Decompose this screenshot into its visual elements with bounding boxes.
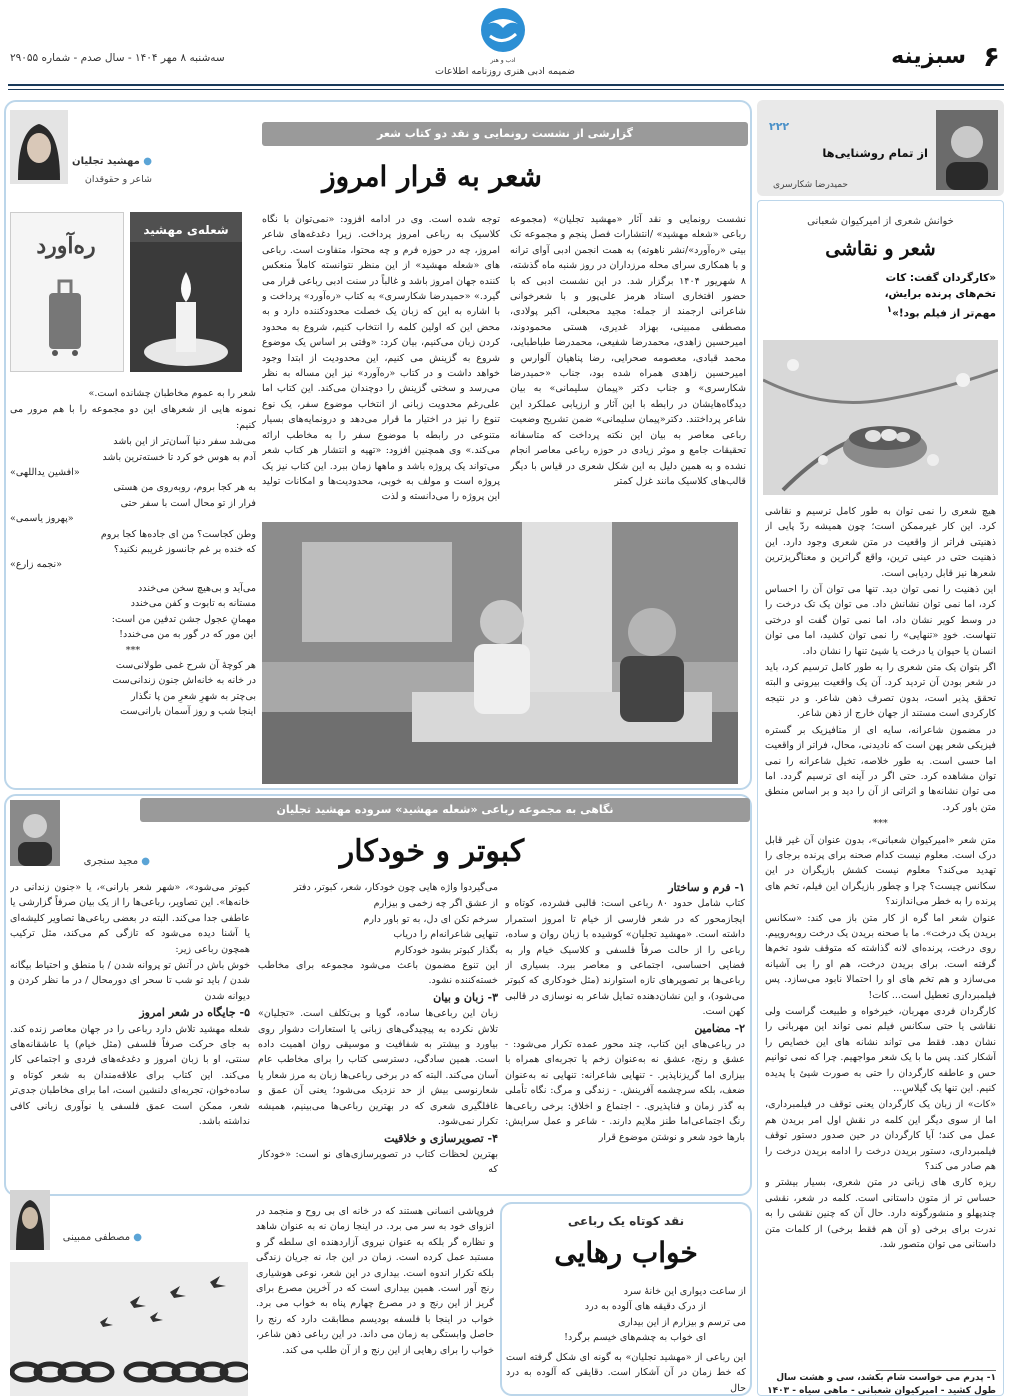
article1-col-right: نشست رونمایی و نقد آثار «مهشید تجلیان» (مجموعه رباعی «شعله مهشید» /انتشارات فصل پنجم و مجموعه تک بیتی «ره‌آورد»/نشر ناهوته) به همت انجمن ادبی آوای ترانه و با همکاری سرای محله مرزداران در روز شنبه ماه گذشته، ۸ شهریور ۱۴۰۴ برگزار شد. در این نشست ادبی که با حضور افتخاری استاد هرمز علی‌پور و با شعرخوانی شاعرانی ارجمند از جمله: مجید محبعلی، اکبر پولادی، مصطفی ممبینی، بهزاد غدیری، هستی محمودوند، امیرحسین زاهدی، محمدرضا شفیعی، محمدرضا طباطبایی، محمد قبادی، معصومه صحرایی، رضا پناهیان آلوارس و امیرحسین زاهدی همراه شده بود، جناب «حمیدرضا شکارسری» و جناب دکتر «پیمان سلیمانی» به بیان دیدگاه‌هایشان در رابطه با این آثار و ارزیابی عملکرد این شاعر پرداختند. دکتر«پیمان سلیمانی» ضمن تشریح وضعیت رباعی معاصر به بیان این نکته پرداخت که متاسفانه تحقیقات جامع و موثر زیادی در حوزه رباعی معاصر انجام نشده و به همین دلیل به این شکل شعری در قیاس با دیگر قالب‌های کلاسیک مانند غزل کمتر — [510, 214, 746, 487]
chain-birds-photo — [10, 1262, 248, 1396]
samples-intro: نمونه هایی از شعرهای این دو مجموعه را با هم مرور می کنیم: — [10, 404, 256, 431]
article3-headline: خواب رهایی — [554, 1236, 698, 1269]
book2-title: ره‌آورد — [36, 233, 96, 259]
section-heading: ۴- تصویرسازی و خلاقیت — [384, 1131, 498, 1145]
article3-author-photo — [10, 1190, 50, 1250]
header-rule — [8, 84, 1004, 86]
article1-col-far — [10, 386, 256, 786]
section-text: بهترین لحظات کتاب در تصویرسازی‌های نو است: «خودکار که — [258, 1148, 498, 1176]
article3-body-left: فروپاشی انسانی هستند که در خانه ای بی روح و منجمد در انزوای خود به سر می برد. در اینجا زمان نه به عنوان شاهد و نظاره گر بلکه به عنوان نیروی آزاردهنده ای سلطه گر و مستبد عمل کرده است. زمان در این جا، نه جریان زندگی بلکه تکرار اندوه است. بیداری در این شعر، نوعی هوشیاری رنج آور است. همین بیداری است که در آخرین مصرع برای گریز از این رنج و در مصرع چهارم پناه به خواب می برد. خواب در اینجا با فلسفه بودیسم مطابقت دارد که رنج را حاصل وابستگی به زمان می داند. در این رباعی ذهن شاعر، خواب را برای رهایی از این رنج و از آن طلب می کند. — [256, 1206, 494, 1356]
poem-line: بی‌چتر به شهرِ شعرِ من پا نگذار — [131, 690, 256, 702]
article2-col-left — [10, 880, 250, 1192]
column-headline: شعر و نقاشی — [825, 238, 936, 260]
book1-title: شعله‌ی مهشید — [143, 223, 229, 237]
footnote-rule — [876, 1370, 996, 1371]
article2-col-right — [505, 880, 745, 1192]
logo-icon — [468, 6, 538, 64]
article3-body-right: این رباعی از «مهشید تجلیان» به گونه ای شکل گرفته است که خط زمان در آن آشکار است. دقایقی که آلوده به درد حال — [506, 1352, 746, 1394]
epigraph-note: ۱ — [886, 305, 893, 315]
column-paragraph: هیچ شعری را نمی توان به طور کامل ترسیم و نقاشی کرد. این کار غیرممکن است؛ چون همیشه ردّ پایی از ذهنیتی فراتر از واقعیت در متن شعری وجود دارد. این ذهنیت حتی در عینی ترین، واقع گراترین و معناگریزترین شعرها نیز قابل ردیابی است. — [765, 506, 996, 579]
poem-line: از ساعت دیواری این خانهٔ سرد — [623, 1286, 746, 1297]
masthead — [0, 0, 1012, 96]
column-title: از تمام روشنایی‌ها — [822, 146, 928, 160]
poem-line: می‌آید و بی‌هیچ سخن می‌خندد — [138, 582, 256, 594]
poem-line: مستانه به تابوت و کفن می‌خندد — [130, 598, 256, 610]
section-text: خوش باش در آتش تو پروانه شدن / با منطق و احتیاط بیگانه شدن / باید تو شب تا سحر ای دورمحال / در ما نظر کردن و دیوانه شدن — [10, 960, 250, 1002]
column-paragraph: «کات» از زبان یک کارگردان یعنی توقف در فیلمبرداری، اما از سوی دیگر این کلمه در نقش اول امر بریدن هم عمل می کند؛ آیا کارگردان در حین صدور دستور توقف فیلمبرداری، دستور بریدن درخت را ادامه بریدن درخت را هم صادر می کند؟ — [765, 1099, 996, 1173]
poem-line: هر کوچهٔ آن شرح غمی طولانی‌ست — [115, 659, 256, 671]
article2-headline: کبوتر و خودکار — [339, 834, 525, 869]
section-heading: ۵- جایگاه در شعر امروز — [139, 1006, 250, 1020]
column-body — [765, 504, 996, 1364]
column-separator: *** — [873, 818, 888, 830]
poem-line: از درک دقیقه های آلوده به درد — [584, 1301, 706, 1313]
article2-col-mid — [258, 880, 498, 1192]
section-heading: ۲- مضامین — [694, 1021, 745, 1035]
book-cover-rahavard — [10, 212, 124, 372]
header-rule-thin — [8, 89, 1004, 90]
author-name-text: مصطفی ممبینی — [62, 1232, 131, 1243]
column-footnote: ۱- پدرم می خواست شام بکشد، سی و هشت سال طول کشید - امیرکیوان شعبانی - ماهی سیاه - ۱۴۰۳ — [767, 1373, 996, 1396]
page-number: ۶ — [982, 40, 1000, 73]
section-text: در رباعی‌های این کتاب، چند محور عمده تکرار می‌شود: - عشق و رنج، عشق نه به‌عنوان زخم یا تجربه‌ای همراه با بیزاری اما گریزناپذیر. - تنهایی شاعرانه: تنهایی نه به‌عنوان ضعف، بلکه سرچشمه آفرینش. - زندگی و مرگ: نگاه تأملی به گذر زمان و فناپذیری. - اجتماع و اخلاق: برخی رباعی‌ها رنگ اجتماعی‌اما طنز ملایم دارند. - شاعر و عمل سرایش: بارها خود شعر و نوشتن موضوع قرار — [505, 1039, 745, 1143]
article1-headline: شعر به قرار امروز — [322, 160, 542, 193]
poem-line: بگذار کبوتر بشود خودکارم — [394, 944, 498, 956]
poem-line: به هر کجا بروم، روبه‌روی من هستی — [113, 482, 256, 494]
article3-poem — [506, 1284, 746, 1346]
epigraph-line: «کارگردان گفت: کات — [885, 272, 996, 284]
poem-line: مهمانِ عجول جشن تدفین من است: — [111, 613, 256, 625]
poem-line: می ترسم و بیزارم از این بیداری — [618, 1316, 746, 1328]
poem-attribution: «افشین یداللهی» — [10, 467, 80, 479]
poem-line: ای خواب به چشم‌های خیسم برگرد! — [564, 1332, 706, 1344]
section-heading: ۱- فرم و ساختار — [668, 881, 745, 894]
poem-attribution: «پهروز یاسمی» — [10, 513, 74, 525]
columnist-photo — [936, 110, 998, 190]
supplement-line: ضمیمه ادبی هنری روزنامه اطلاعات — [435, 66, 575, 77]
article2-author-name: ● مجید سنجری — [83, 856, 150, 867]
author-name-text: مهشید تجلیان — [72, 156, 140, 167]
epigraph-text: مهم‌تر از فیلم بود!» — [892, 307, 996, 320]
logo-text: ادب و هنر — [490, 57, 516, 64]
column-paragraph: کارگردان فردی مهربان، خیرخواه و طبیعت گراست ولی نقاشی یا حتی سکانس فیلم نمی تواند این مهربانی را نشان دهد. فقط می تواند نشانه های این خصایص را آشکار کند. پس ما با یک شعر مواجهیم. چرا که نمی توانیم حس و عاطفه کارگردان را حتی به صورت شیئ یا پدیده کنیم. این تنها یک گیلاسِ... — [765, 1006, 996, 1095]
poem-line: وطن کجاست؟ من ای جاده‌ها کجا بروم — [100, 528, 256, 540]
article1-author-role: شاعر و حقوقدان — [84, 174, 152, 185]
poem-line: اینجا شب و روز آسمان بارانی‌ست — [120, 706, 256, 718]
author-name-text: مجید سنجری — [83, 856, 139, 867]
poem-attribution: «نجمه زارع» — [10, 559, 62, 571]
date-line: سه‌شنبه ۸ مهر ۱۴۰۴ - سال صدم - شماره ۲۹۰۵۵ — [10, 52, 225, 64]
poem-line: آدم به هوس خو کرد تا خسته‌ترین باشد — [102, 451, 256, 463]
sample-poems — [10, 434, 256, 719]
poem-line: این مور که در گور به من می‌خندد! — [119, 629, 256, 641]
poem-line: می‌شد سفر دنیا آسان‌تر از این باشد — [113, 436, 256, 448]
article3-kicker: نقد کوتاه یک رباعی — [567, 1214, 685, 1228]
section-heading: ۳- زبان و بیان — [433, 990, 498, 1004]
column-author: حمیدرضا شکارسری — [773, 180, 848, 190]
article2-kicker: نگاهی به مجموعه رباعی «شعله مهشید» سروده مهشید تجلیان — [140, 798, 750, 822]
poem-line: سرخم تکن ای دل، به تو باور دارم — [363, 913, 498, 925]
column-paragraph: اگر بتوان یک متن شعری را به طور کامل ترسیم کرد، باید در شعر بودن آن تردید کرد. آن یک واقعیت بیرونی و البته تحقق پذیر است، بدون تصرف ذهن شاعر. و در نتیجه کارکردی است مستند از جهان خارج از ذهن شاعر. — [765, 662, 996, 720]
article3-author-name: ● مصطفی ممبینی — [62, 1232, 142, 1243]
epigraph-line: تخم‌های پرنده برایش، — [884, 288, 996, 300]
column-paragraph: این ذهنیت را نمی توان دید. تنها می توان آن را احساس کرد، اما نمی توان نشانش داد. می توان یک تک درخت را در وسط کویر نشان داد، اما نمی توان گفت او درختی تنهاست. خودِ «تنهایی» را نمی توان کشید، اما می توان انسان یا حیوان یا درخت یا شیئ تنها را نشان داد. — [765, 584, 996, 657]
section-text: کتاب شامل حدود ۸۰ رباعی است: قالبی فشرده، کوتاه و ایجازمحور که در شعر فارسی از خیام تا امروز استمرار داشته است. «مهشید تجلیان» کوشیده با زبان روان و ساده، رباعی را از حالت صرفاً فلسفی و کلاسیک خیام وار به فضایی احساسی، اجتماعی و معاصر ببرد. بسیاری از رباعی‌ها بر تصویرهای تازه استوارند (مثل خودکاری که کبوتر می‌شود)، و این نشان‌دهنده تمایل شاعر به نوسازی در قالبی کهن است. — [505, 898, 745, 1018]
poem-line: در خانه به خانه‌اش جنون زندانی‌ست — [112, 675, 256, 687]
column-number: ۲۲۲ — [769, 120, 790, 133]
article1-kicker: گزارشی از نشست رونمایی و نقد دو کتاب شعر — [262, 122, 748, 146]
column-paragraph: متن شعر «امیرکیوان شعبانی»، بدون عنوان آن غیر قابل درک است. معلوم نیست کدام صحنه برای پرنده برجای را تهدید می‌کند؟ معلوم نیست کشش بازیگران در این سکانس چیست؟ چرا و چطور بازیگران این فیلم، تخم های پرنده را به خطر می‌اندازند؟ — [765, 834, 996, 908]
book-cover-shole — [130, 212, 242, 372]
poem-separator: *** — [125, 644, 141, 656]
epigraph — [766, 270, 996, 322]
section-text: کبوتر می‌شود»، «شهر شعر بارانی»، یا «جنون زندانی در خانه‌ها». این تصاویر، رباعی‌ها را از یک بیان صرفاً گزارشی یا عاطفی جدا می‌کند. البته در بعضی رباعی‌ها تصاویر کلیشه‌ای یا آشنا دیده می‌شود که تازگی کم می‌کند، مثل ترکیب همچون رباعی زیر: — [10, 882, 250, 955]
article1-col-left: توجه شده است. وی در ادامه افزود: «نمی‌توان با نگاه کلاسیک به رباعی امروز پرداخت. زیرا دغدغه‌های شاعر امروز، چه در حوزه فرم و چه محتوا، متفاوت است. رباعی های «شعله مهشید» از این منظر نتوانسته کاملاً منعکس کننده جهان امروز باشد و غالباً در سنت ادبی رباعی قرار می گیرد.» «حمیدرضا شکارسری» به کتاب «ره‌آورد» پرداخت و با اشاره به این که زبان یک خصلت محدودکننده دارد و به محض این که اولین کلمه را انتخاب کنیم، شروع به محدود کردن زبان می‌کنیم، بیان کرد: «وقتی بر اساس یک موضوع شروع به گزینش می کنیم، این محدودیت از ابتدا وجود خواهد داشت و در کتاب «ره‌آورد» نیز این مساله به نظر می‌رسد و سختی گزینش را دوچندان می‌کند. این کتاب اما علی‌رغم محدویت زبانی از انتخاب موضوع سفر، یک نوع تنوع را نیز در اختیار ما قرار می‌دهد و درونمایه‌های بسیار متنوعی در رابطه با موضوع سفر را به مخاطب ارائه می‌کند.» وی همچنین افزود: «تهیه و انتشار هر کتاب شعر می‌تواند یک پروژه باشد و ماهها زمان ببرد. این کتاب نیز یک پروژه است و مولف به خوبی، محدودیت‌ها و امکانات تولید این پروژه را می‌دانسته و لذت — [262, 214, 500, 503]
poem-line: تنهایی شاعرانه‌ام را دریاب — [393, 929, 498, 941]
column-paragraph: عنوان شعر اما گره از کار متن باز می کند: «سکانس بریدن یک درخت». ما با صحنه بریدن یک درخت روبه‌روییم. روی درخت، پرنده‌ای لانه گذاشته که متوقف شود تخم‌ها گرفته است. برای بریدن درخت، هم او را بی آشیانه می‌سازد و هم تخم های او را احتمالا نابود می‌سازد. پس فیلمبرداری تعطیل است... کات! — [765, 912, 996, 1001]
column-sidebar — [757, 100, 1004, 1396]
quoted-poem — [258, 896, 498, 958]
poem-line: فرار از تو محال است با سفر حتی — [120, 497, 256, 509]
section-text: زبان این رباعی‌ها ساده، گویا و بی‌تکلف است. «تجلیان» تلاش نکرده به پیچیدگی‌های زبانی یا استعارات دشوار روی بیاورد و بیشتر به شفافیت و موسیقی روان اهمیت داده است. همین سادگی، دسترسی کتاب را برای مخاطب عام آسان می‌کند. البته که در برخی رباعی‌ها زبان به مرز شعار یا شعارنوسی بیش از حد نزدیک می‌شود؛ یعنی آن عمق و غافلگیری شعری که در بهترین رباعی‌ها می‌بینیم، همیشه تکرار نمی‌شود. — [258, 1008, 498, 1128]
article1-closing: شعر را به عموم مخاطبان چشانده است.» — [88, 388, 256, 399]
column-paragraph: در مضمون شاعرانه، سایه ای از متافیزیک بر گستره فیزیکی شعر پهن است که نادیدنی، محال، فراتر از واقعیت اما حسی است. به طور خلاصه، تخیل شاعرانه را نمی توان مشاهده کرد. حتی اگر در آینه ای ترسیم گردد. اما می توان نشانه‌ها و اثراتی از آن را دید و بر اساس منطق متن باور کرد. — [765, 724, 996, 813]
section-title: سبزینه — [891, 44, 966, 69]
poem-line: از عشق اگر چه زخمی و بیزارم — [373, 898, 498, 910]
column-paragraph: ریزه کاری های زبانی در متن شعری، بسیار بیشتر و حساس تر از متون داستانی است. کلمه در شعر، نقشی چندپهلو و منشورگونه دارد. حال آن که چنین نقشی را به ندرت برای برخی (و آن هم فقط برخی) از کلمات متن داستانی می توان متصور شد. — [765, 1177, 996, 1251]
article1-author-name: ● مهشید تجلیان — [72, 156, 152, 167]
column-kicker: خوانش شعری از امیرکیوان شعبانی — [807, 216, 954, 227]
article1-author-photo — [10, 110, 68, 184]
section-text: این تنوع مضمون باعث می‌شود مجموعه برای مخاطب خسته‌کننده نشود. — [258, 960, 498, 987]
event-photo — [262, 522, 738, 784]
poem-line: که خنده بر غم جانسوز غریبم نکنید؟ — [113, 544, 256, 556]
quote-line: می‌گیردوا واژه هایی چون خودکار، شعر، کبوتر، دفتر — [293, 882, 498, 893]
epigraph-line — [766, 302, 996, 322]
article2-author-photo — [10, 800, 60, 866]
section-text: شعله مهشید تلاش دارد رباعی را در جهان معاصر زنده کند. به جای حرکت صرفاً فلسفی (مثل خیام) یا عاشقانه‌های سنتی، او با زبان امروز و دغدغه‌های فردی و اجتماعی کار می‌کند. این کتاب برای علاقه‌مندان به شعر کوتاه و ساده‌خوان، تجربه‌ای دلنشین است، اما برای مخاطبان جدی‌تر شعر، ممکن است عمق فلسفی یا نوآوری زبانی کافی نداشته باشد. — [10, 1023, 250, 1128]
bird-nest-photo — [763, 340, 998, 495]
